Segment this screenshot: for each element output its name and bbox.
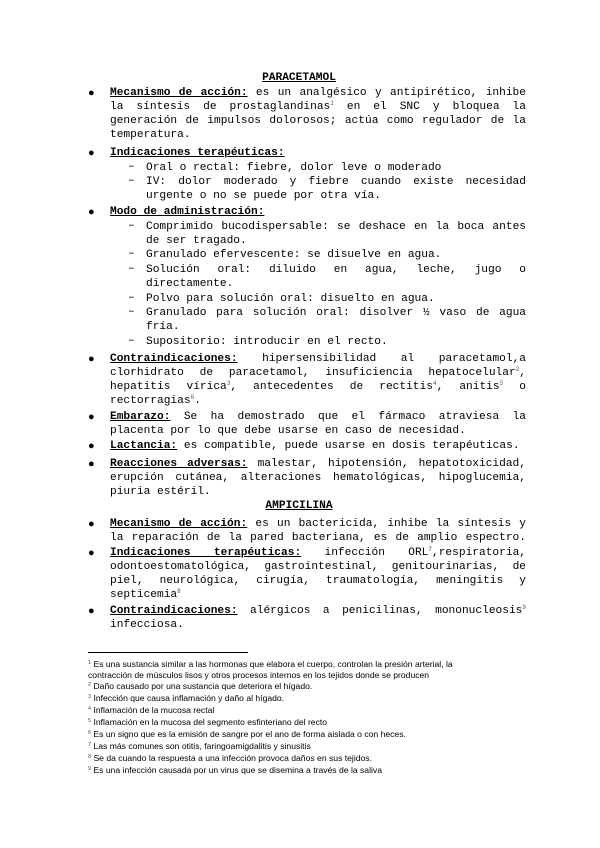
footnote: $^9$ Es una infección causada por un virus que se disemina a través de la saliva bbox=[88, 765, 382, 775]
list-item-cont: urgente o no se puede por otra vía. bbox=[146, 190, 381, 202]
dash-icon: – bbox=[128, 220, 135, 232]
bullet-icon: ● bbox=[88, 606, 95, 618]
dash-icon: – bbox=[128, 175, 135, 187]
footnote-ref: 4 bbox=[432, 380, 437, 387]
label-mecanismo: Mecanismo de acción: bbox=[110, 518, 248, 530]
paragraph-line: Contraindicaciones: alérgicos a penicilinas, mononucleosis$^9$ bbox=[110, 604, 526, 617]
section-title-paracetamol: PARACETAMOL bbox=[262, 72, 336, 84]
list-item: Granulado efervescente: se disuelve en agua. bbox=[146, 249, 442, 261]
footnote: $^1$ Es una sustancia similar a las hormonas que elabora el cuerpo, controlan la presión arterial, la bbox=[88, 659, 453, 669]
label-mecanismo: Mecanismo de acción: bbox=[110, 87, 248, 99]
paragraph-line: la síntesis de prostaglandinas$^1$ en el SNC y bloquea la bbox=[110, 100, 526, 113]
footnote-cont: contracción de músculos lisos y otros procesos internos en los tejidos donde se producen bbox=[88, 670, 430, 680]
label-contraindicaciones: Contraindicaciones: bbox=[110, 605, 238, 617]
label-indicaciones: Indicaciones terapéuticas: bbox=[110, 147, 285, 159]
footnote: $^3$ Infección que causa inflamación y daño al hígado. bbox=[88, 693, 285, 703]
footnote: $^6$ Es un signo que es la emisión de sangre por el ano de forma aislada o con heces. bbox=[88, 729, 406, 739]
paragraph-line: infecciosa. bbox=[110, 619, 184, 631]
paragraph-line: Lactancia: es compatible, puede usarse en dosis terapéuticas. bbox=[110, 440, 520, 452]
list-item-cont: de ser tragado. bbox=[146, 235, 247, 247]
paragraph-line: Mecanismo de acción: es un bactericida, inhibe la síntesis y bbox=[110, 518, 526, 530]
label-indicaciones: Indicaciones terapéuticas: bbox=[110, 547, 302, 559]
paragraph-line: Embarazo: Se ha demostrado que el fármaco atraviesa la bbox=[110, 411, 526, 423]
list-item: IV: dolor moderado y fiebre cuando existe necesidad bbox=[146, 176, 526, 188]
paragraph-line: Indicaciones terapéuticas: infección ORL$^7$,respiratoria, bbox=[110, 546, 526, 559]
paragraph-line: septicemia$^8$ bbox=[110, 588, 181, 601]
footnote: $^8$ Se da cuando la respuesta a una infección provoca daños en sus tejidos. bbox=[88, 753, 372, 763]
footnote: $^2$ Daño causado por una sustancia que deteriora el hígado. bbox=[88, 681, 313, 691]
label-embarazo: Embarazo: bbox=[110, 411, 171, 423]
paragraph-line: piel, neurológica, cirugía, traumatología, meningitis y bbox=[110, 575, 526, 587]
footnote: $^5$ Inflamación en la mucosa del segmento esfinteriano del recto bbox=[88, 717, 328, 727]
list-item: Solución oral: diluido en agua, leche, jugo o bbox=[146, 264, 526, 276]
bullet-icon: ● bbox=[88, 412, 95, 424]
label-administracion: Modo de administración: bbox=[110, 206, 265, 218]
paragraph-line: clorhidrato de paracetamol, insuficiencia hepatocelular$^2$, bbox=[110, 366, 526, 379]
footnote: $^7$ Las más comunes son otitis, faringoamigdalitis y sinusitis bbox=[88, 741, 311, 751]
paragraph-line: Contraindicaciones: hipersensibilidad al paracetamol,a bbox=[110, 353, 527, 365]
dash-icon: – bbox=[128, 263, 135, 275]
label-reacciones: Reacciones adversas: bbox=[110, 458, 248, 470]
paragraph-line: generación de impulsos dolorosos; actúa como regulador de la bbox=[110, 115, 526, 127]
list-item: Comprimido bucodispersable: se deshace en la boca antes bbox=[146, 221, 526, 233]
paragraph-line: erupción cutánea, alteraciones hematológicas, hipoglucemia, bbox=[110, 472, 526, 484]
footnote-ref: 1 bbox=[330, 100, 334, 107]
bullet-icon: ● bbox=[88, 459, 95, 471]
footnote-ref: 9 bbox=[522, 604, 526, 611]
footnote-ref: 2 bbox=[515, 366, 520, 373]
list-item: Granulado para solución oral: disolver ½ vaso de agua bbox=[146, 307, 526, 319]
paragraph-line: la reparación de la pared bacteriana, es de amplio espectro. bbox=[110, 532, 526, 544]
footnote-ref: 8 bbox=[177, 588, 181, 595]
paragraph-line: placenta por lo que debe usarse en caso de necesidad. bbox=[110, 425, 466, 437]
bullet-icon: ● bbox=[88, 148, 95, 160]
dash-icon: – bbox=[128, 161, 135, 173]
paragraph-line: temperatura. bbox=[110, 129, 191, 141]
paragraph-line: rectorragias$^6$. bbox=[110, 394, 201, 407]
section-title-ampicilina: AMPICILINA bbox=[265, 500, 333, 512]
footnote-ref: 5 bbox=[499, 380, 504, 387]
bullet-icon: ● bbox=[88, 519, 95, 531]
paragraph-line: piuria estéril. bbox=[110, 486, 211, 498]
dash-icon: – bbox=[128, 335, 135, 347]
paragraph-line: Mecanismo de acción: es un analgésico y antipirético, inhibe bbox=[110, 87, 526, 99]
bullet-icon: ● bbox=[88, 441, 95, 453]
list-item: Oral o rectal: fiebre, dolor leve o moderado bbox=[146, 162, 442, 174]
paragraph-line: odontoestomatológica, gastrointestinal, genitourinarias, de bbox=[110, 561, 526, 573]
bullet-icon: ● bbox=[88, 548, 95, 560]
bullet-icon: ● bbox=[88, 88, 95, 100]
label-contraindicaciones: Contraindicaciones: bbox=[110, 353, 238, 365]
list-item-cont: fría. bbox=[146, 321, 180, 333]
dash-icon: – bbox=[128, 292, 135, 304]
footnote-ref: 3 bbox=[226, 380, 231, 387]
footnote-separator bbox=[88, 652, 248, 653]
label-lactancia: Lactancia: bbox=[110, 440, 178, 452]
bullet-icon: ● bbox=[88, 207, 95, 219]
dash-icon: – bbox=[128, 306, 135, 318]
paragraph-line: hepatitis vírica$^3$, antecedentes de rectitis$^4$, anitis$^5$ o bbox=[110, 380, 527, 393]
footnote-ref: 6 bbox=[190, 394, 195, 401]
footnote-ref: 7 bbox=[428, 546, 432, 553]
list-item: Polvo para solución oral: disuelto en agua. bbox=[146, 293, 435, 305]
footnote: $^4$ Inflamación de la mucosa rectal bbox=[88, 705, 215, 715]
list-item: Supositorio: introducir en el recto. bbox=[146, 336, 388, 348]
paragraph-line: Reacciones adversas: malestar, hipotensión, hepatotoxicidad, bbox=[110, 458, 526, 470]
list-item-cont: directamente. bbox=[146, 278, 234, 290]
dash-icon: – bbox=[128, 248, 135, 260]
bullet-icon: ● bbox=[88, 354, 95, 366]
